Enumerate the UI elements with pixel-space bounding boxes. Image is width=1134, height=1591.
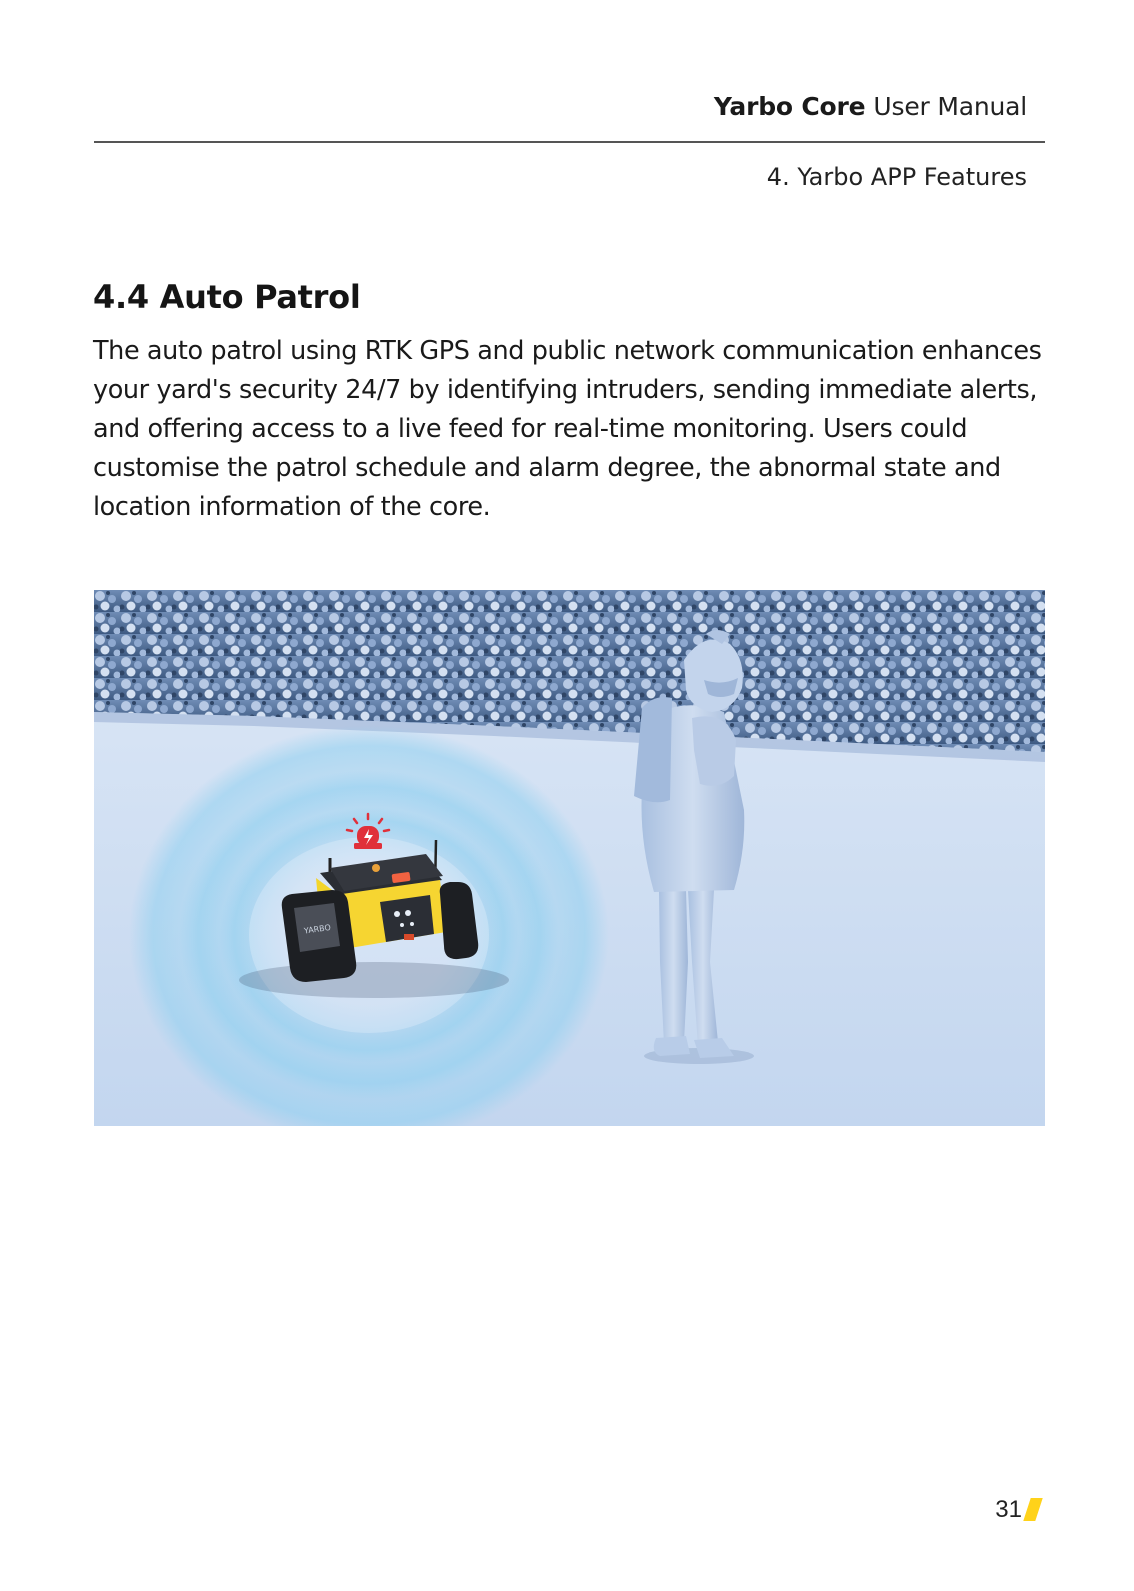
header-divider — [94, 141, 1045, 143]
page-number: 31 — [995, 1496, 1022, 1523]
section-title: 4.4 Auto Patrol — [93, 278, 361, 316]
page-accent-mark — [1023, 1498, 1042, 1521]
robot-label: YARBO — [303, 922, 332, 936]
header-brand: Yarbo Core — [713, 92, 866, 121]
section-body: The auto patrol using RTK GPS and public network communication enhances your yard's security 24/7 by identifying intruders, sending immediate alerts, and offering access to a live feed for real-time monitoring. Users could customise the patrol schedule and alarm degree, the abnormal state and location information of the core. — [93, 336, 1042, 522]
running-header — [714, 92, 1027, 121]
chapter-label: 4. Yarbo APP Features — [766, 163, 1027, 191]
header-manual: User Manual — [873, 92, 1027, 121]
auto-patrol-illustration — [94, 590, 1045, 1126]
